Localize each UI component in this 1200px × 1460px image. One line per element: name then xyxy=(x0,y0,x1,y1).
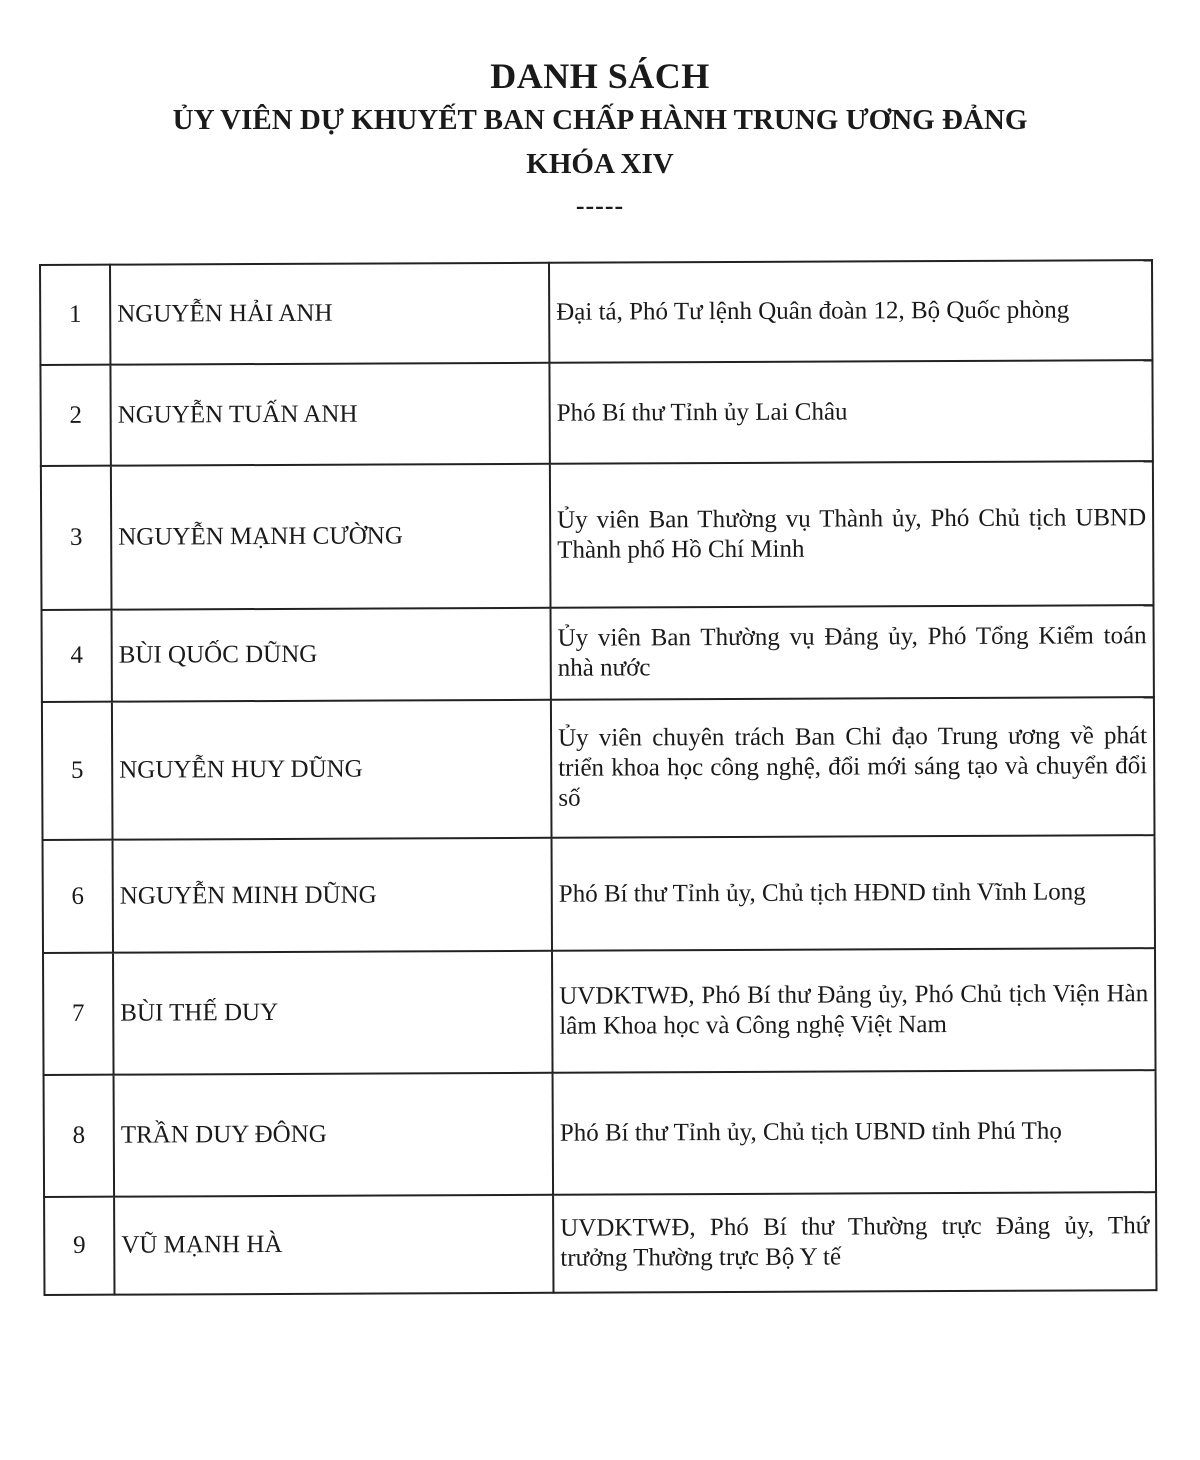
document-title: DANH SÁCH xyxy=(490,56,710,96)
members-table xyxy=(39,259,1157,1296)
member-name: BÙI QUỐC DŨNG xyxy=(112,608,551,702)
document-term: KHÓA XIV xyxy=(526,148,674,180)
document-header xyxy=(0,54,1200,220)
member-name: NGUYỄN HẢI ANH xyxy=(110,263,549,365)
row-number: 1 xyxy=(40,265,110,365)
row-number: 8 xyxy=(44,1075,115,1197)
member-position: Phó Bí thư Tỉnh ủy, Chủ tịch UBND tỉnh Phú Thọ xyxy=(553,1070,1157,1195)
table-row xyxy=(44,1192,1156,1295)
table-row xyxy=(42,605,1154,702)
member-name: NGUYỄN TUẤN ANH xyxy=(110,363,549,466)
row-number: 9 xyxy=(44,1197,114,1295)
member-position: Phó Bí thư Tỉnh ủy Lai Châu xyxy=(549,360,1152,464)
member-position: Đại tá, Phó Tư lệnh Quân đoàn 12, Bộ Quốc phòng xyxy=(549,260,1152,363)
member-name: NGUYỄN HUY DŨNG xyxy=(112,700,552,840)
table-row xyxy=(43,835,1155,953)
member-position: UVDKTWĐ, Phó Bí thư Đảng ủy, Phó Chủ tịch Viện Hàn lâm Khoa học và Công nghệ Việt Nam xyxy=(552,948,1156,1073)
row-number: 5 xyxy=(42,702,113,840)
row-number: 2 xyxy=(40,365,110,466)
member-position: Ủy viên Ban Thường vụ Thành ủy, Phó Chủ tịch UBND Thành phố Hồ Chí Minh xyxy=(550,461,1154,608)
member-name: NGUYỄN MINH DŨNG xyxy=(113,838,552,953)
row-number: 6 xyxy=(43,840,113,953)
table-row xyxy=(41,461,1154,610)
table-row xyxy=(40,260,1152,365)
member-name: BÙI THẾ DUY xyxy=(113,951,553,1075)
table-row xyxy=(44,1070,1157,1197)
member-name: VŨ MẠNH HÀ xyxy=(114,1195,553,1295)
member-position: Ủy viên Ban Thường vụ Đảng ủy, Phó Tổng Kiểm toán nhà nước xyxy=(551,605,1154,700)
table-row xyxy=(42,697,1155,840)
row-number: 4 xyxy=(42,610,112,702)
member-position: Ủy viên chuyên trách Ban Chỉ đạo Trung ương về phát triển khoa học công nghệ, đổi mới sáng tạo và chuyển đổi số xyxy=(551,697,1155,838)
member-position: Phó Bí thư Tỉnh ủy, Chủ tịch HĐND tỉnh Vĩnh Long xyxy=(552,835,1155,951)
member-position: UVDKTWĐ, Phó Bí thư Thường trực Đảng ủy, Thứ trưởng Thường trực Bộ Y tế xyxy=(553,1192,1156,1293)
member-name: NGUYỄN MẠNH CƯỜNG xyxy=(111,464,551,610)
row-number: 7 xyxy=(43,953,114,1075)
row-number: 3 xyxy=(41,466,112,610)
document-subtitle: ỦY VIÊN DỰ KHUYẾT BAN CHẤP HÀNH TRUNG ƯƠNG ĐẢNG xyxy=(172,104,1028,136)
member-name: TRẦN DUY ĐÔNG xyxy=(114,1073,554,1197)
title-separator: ----- xyxy=(575,191,625,220)
table-row xyxy=(40,360,1152,466)
table-row xyxy=(43,948,1156,1075)
